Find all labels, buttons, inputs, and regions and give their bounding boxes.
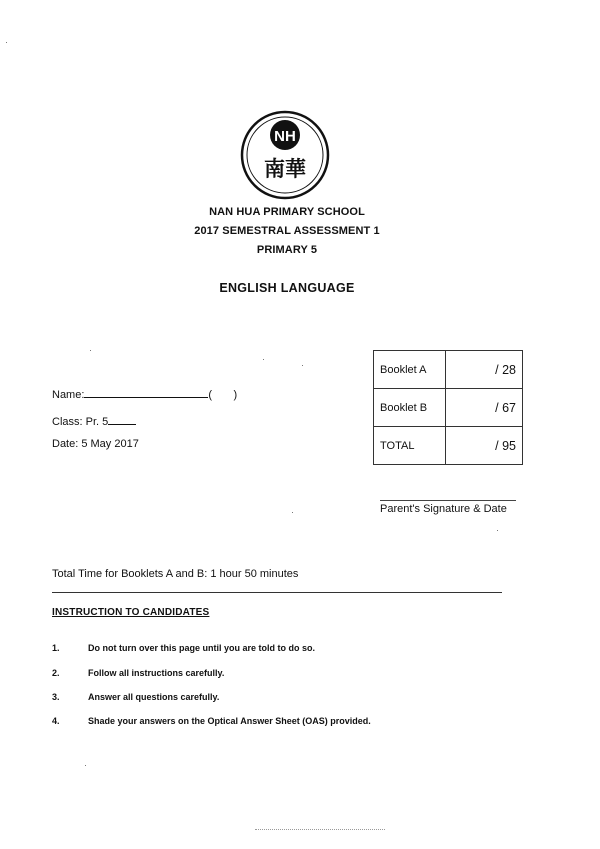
score-row-value: / 95	[446, 427, 523, 465]
school-logo	[240, 110, 330, 200]
score-row	[374, 427, 523, 465]
scan-artifact	[255, 829, 385, 830]
subject-title: ENGLISH LANGUAGE	[219, 281, 355, 295]
score-row-label: Booklet B	[374, 389, 446, 427]
score-row-value: / 28	[446, 351, 523, 389]
date-label: Date: 5 May 2017	[52, 438, 139, 450]
scan-speck	[85, 765, 86, 766]
score-row-label: Booklet A	[374, 351, 446, 389]
instruction-number: 4.	[52, 716, 60, 726]
score-row	[374, 351, 523, 389]
score-row	[374, 389, 523, 427]
instructions-heading: INSTRUCTION TO CANDIDATES	[52, 607, 210, 618]
score-row-label: TOTAL	[374, 427, 446, 465]
scan-speck	[90, 350, 91, 351]
instruction-item	[52, 692, 219, 702]
assessment-title: 2017 SEMESTRAL ASSESSMENT 1	[194, 225, 380, 237]
signature-label: Parent's Signature & Date	[380, 503, 507, 515]
instruction-item	[52, 643, 315, 653]
instruction-text: Shade your answers on the Optical Answer Sheet (OAS) provided.	[88, 716, 371, 726]
class-field[interactable]	[52, 413, 136, 428]
class-blank[interactable]	[108, 413, 136, 425]
instruction-text: Answer all questions carefully.	[88, 692, 220, 702]
score-table	[373, 350, 523, 465]
level-label: PRIMARY 5	[256, 244, 318, 256]
score-row-value: / 67	[446, 389, 523, 427]
name-label: Name:	[52, 389, 85, 401]
class-label: Class: Pr. 5	[52, 416, 109, 428]
total-time: Total Time for Booklets A and B: 1 hour 50 minutes	[52, 568, 299, 580]
scan-speck	[497, 530, 498, 531]
scan-speck	[6, 42, 7, 43]
index-paren-open: (	[208, 389, 213, 401]
instruction-text: Do not turn over this page until you are told to do so.	[88, 643, 315, 653]
instruction-number: 1.	[52, 643, 60, 653]
scan-speck	[302, 365, 303, 366]
logo-chinese-characters: 南華	[264, 157, 306, 181]
logo-initials: NH	[274, 128, 296, 145]
scan-speck	[263, 359, 264, 360]
name-blank[interactable]	[84, 386, 208, 398]
school-name: NAN HUA PRIMARY SCHOOL	[209, 206, 365, 218]
school-logo-emblem	[240, 110, 330, 200]
instruction-number: 3.	[52, 692, 60, 702]
index-paren-close: )	[233, 389, 238, 401]
instruction-item	[52, 668, 224, 678]
instruction-item	[52, 716, 371, 726]
name-field[interactable]	[52, 386, 237, 401]
instruction-text: Follow all instructions carefully.	[88, 668, 225, 678]
instruction-number: 2.	[52, 668, 60, 678]
scan-speck	[292, 512, 293, 513]
divider	[52, 592, 502, 593]
signature-line[interactable]	[380, 500, 516, 501]
